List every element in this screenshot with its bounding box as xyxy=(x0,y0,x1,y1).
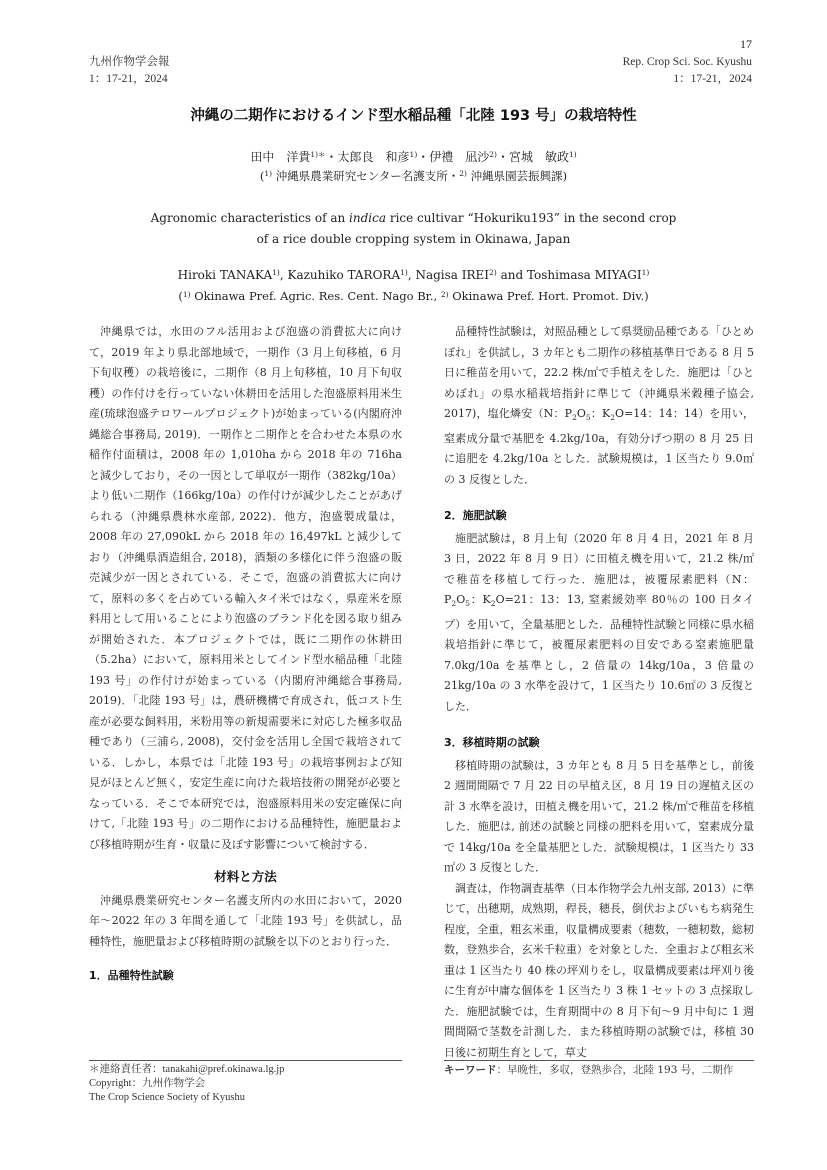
keywords-rule xyxy=(444,1060,754,1061)
journal-name-en: Rep. Crop Sci. Soc. Kyushu xyxy=(622,56,752,68)
title-en-italic: indica xyxy=(349,211,387,225)
keywords-label: キーワード xyxy=(444,1064,497,1076)
affil-sup-1: 1) xyxy=(264,169,273,178)
journal-name-jp: 九州作物学会報 xyxy=(89,56,170,68)
author-en-2: , Kazuhiko TARORA xyxy=(279,268,401,282)
author-1-sup: 1)＊ xyxy=(310,150,326,159)
journal-header-en xyxy=(623,54,752,88)
title-en-post: rice cultivar “Hokuriku193” in the second crop xyxy=(386,211,677,225)
contact-email: ＊連絡責任者：tanakahi@pref.okinawa.lg.jp xyxy=(89,1064,285,1075)
affil-part-2: 沖縄県園芸振興課) xyxy=(466,169,568,183)
affil-sup-2: 2) xyxy=(459,169,467,178)
right-column xyxy=(444,322,754,1063)
footnote-rule xyxy=(89,1060,402,1061)
journal-volume-en: 1：17-21，2024 xyxy=(673,73,752,85)
sub-2: 2 xyxy=(451,599,457,609)
affiliation-en xyxy=(0,287,827,306)
affil-en-part-2: Okinawa Pref. Hort. Promot. Div.) xyxy=(448,289,649,303)
affil-en-part-1: Okinawa Pref. Agric. Res. Cent. Nago Br., xyxy=(190,289,441,303)
intro-paragraph: 沖縄県では，水田のフル活用および泡盛の消費拡大に向けて，2019 年より県北部地域で，一期作（3 月上旬移植，6 月下旬収穫）の栽培後に，二期作（8 月上旬移植，10 月下旬収穫）の作付けを行っていない休耕田を活用した泡盛原料用米生産(琉球泡盛テロワールプロジェクト)が始まっている(内閣府沖縄総合事務局, 2019)．一期作と二期作とを合わせた本県の水稲作付面積は，2008 年の 1,010ha から 2018 年の 716ha と減少しており，その一因として単収が一期作（382kg/10a）より低い二期作（166kg/10a）の作付けが減少したことがあげられる（沖縄県農林水産部, 2022)．他方，泡盛製成量は，2008 年の 27,090kL から 2018 年の 16,497kL と減少しており（沖縄県酒造組合, 2018)，酒類の多様化に伴う泡盛の販売減少が一因とされている．そこで，泡盛の消費拡大に向けて，原料の多くを占めている輸入タイ米ではなく，県産米を原料用として用いることにより泡盛のブランド化を図る取り組みが開始された．本プロジェクトでは，既に二期作の休耕田（5.2ha）において，原料用米としてインド型水稲品種「北陸 193 号」の作付けが始まっている（内閣府沖縄総合事務局, 2019)．「北陸 193 号」は，農研機構で育成され，低コスト生産が必要な飼料用，米粉用等の新規需要米に対応した極多収品種であり（三浦ら, 2008)，交付金を活用し全国で栽培されている．しかし，本県では「北陸 193 号」の栽培事例および知見がほとんど無く，安定生産に向けた栽培技術の開発が必要となっている．そこで本研究では，泡盛原料用米の安定確保に向けて,「北陸 193 号」の二期作における品種特性，施肥量および移植時期が生育・収量に及ぼす影響について検討する． xyxy=(89,325,402,851)
methods-paragraph: 沖縄県農業研究センター名護支所内の水田において，2020 年〜2022 年の 3 年間を通して「北陸 193 号」を供試し，品種特性，施肥量および移植時期の試験を以下のとおり行った． xyxy=(89,893,402,948)
affil-open: ( xyxy=(259,169,265,183)
society-name: The Crop Science Society of Kyushu xyxy=(89,1092,246,1103)
sub-5: 5 xyxy=(585,413,591,423)
affil-part-1: 沖縄県農業研究センター名護支所・ xyxy=(272,169,460,183)
affiliation-jp xyxy=(0,167,827,185)
copyright-line: Copyright：九州作物学会 xyxy=(89,1078,206,1089)
left-column xyxy=(89,322,402,989)
author-4-sup: 1) xyxy=(568,150,577,159)
author-3: ・伊禮 凪沙 xyxy=(417,150,490,164)
sec2-text-d: O=21：13：13, 窒素緩効率 80％の 100 日タイプ）を用いて，全量基肥とした．品種特性試験と同様に県水稲栽培指針に準じて，被覆尿素肥料の目安である窒素施肥量 7.0kg/10a を基準とし，2 倍量の 14kg/10a，3 倍量の 21kg/10a の 3 水準を設けて，1 区当たり 10.6㎡の 3 反復とした． xyxy=(444,593,755,713)
sub-2: 2 xyxy=(610,413,616,423)
author-4: ・宮城 敏政 xyxy=(496,150,569,164)
journal-volume-jp: 1：17-21，2024 xyxy=(89,73,168,85)
section-3-paragraph: 移植時期の試験は，3 カ年とも 8 月 5 日を基準とし，前後 2 週間間隔で 7 月 22 日の早植え区，8 月 19 日の遅植え区の計 3 水準を設け，田植え機を用いて，21.2 株/㎡で稚苗を移植した．施肥は, 前述の試験と同様の肥料を用いて，窒素成分量で 14kg/10a を全量基肥とした．試験規模は，1 区当たり 33㎡の 3 反復とした． xyxy=(444,758,754,875)
author-3-sup: 2) xyxy=(489,150,497,159)
keywords xyxy=(444,1060,754,1077)
authors-en xyxy=(0,265,827,285)
sec1-text-b: O xyxy=(576,407,586,420)
sec1-text-c: ：K xyxy=(590,407,611,420)
section-2-heading: 2．施肥試験 xyxy=(444,509,507,523)
sec1-text-d: O=14：14：14）を用い，窒素成分量で基肥を 4.2kg/10a，有効分げつ期の 8 月 25 日に追肥を 4.2kg/10a とした．試験規模は，1 区当たり 9.0㎡の 3 反復とした． xyxy=(444,407,755,486)
author-en-3: , Nagisa IREI xyxy=(407,268,490,282)
sec2-text-b: O xyxy=(456,593,466,607)
methods-heading: 材料と方法 xyxy=(214,869,277,884)
author-2: ・太郎良 和彦 xyxy=(325,150,410,164)
sub-2: 2 xyxy=(490,599,496,609)
section-1-heading: 1．品種特性試験 xyxy=(89,969,174,982)
section-1-paragraph xyxy=(444,322,754,490)
sec2-text-a: 施肥試験は，8 月上旬（2020 年 8 月 4 日，2021 年 8 月 3 日，2022 年 8 月 9 日）に田植え機を用いて，21.2 株/㎡で稚苗を移植して行った．施肥は，被覆尿素肥料（N：P xyxy=(444,531,754,607)
sub-5: 5 xyxy=(465,599,470,609)
author-en-3-sup: 2) xyxy=(489,268,497,277)
affil-en-open: ( xyxy=(178,289,183,303)
journal-header-jp xyxy=(89,54,170,88)
affil-en-sup-1: 1) xyxy=(182,290,191,299)
author-en-1-sup: 1) xyxy=(272,268,280,277)
paper-title-jp: 沖縄の二期作におけるインド型水稲品種「北陸 193 号」の栽培特性 xyxy=(190,108,637,124)
keywords-text: ：早晩性，多収，登熟歩合，北陸 193 号，二期作 xyxy=(496,1064,734,1076)
author-en-2-sup: 1) xyxy=(400,268,408,277)
title-en-line-1 xyxy=(0,208,827,229)
survey-paragraph: 調査は，作物調査基準（日本作物学会九州支部, 2013）に準じて，出穂期，成熟期，稈長，穂長，倒伏およびいもち病発生程度，全重，粗玄米重，収量構成要素（穂数，一穂籾数，総籾数，登熟歩合，玄米千粒重）を対象とした．全重および粗玄米重は 1 区当たり 40 株の坪刈りをし，収量構成要素は坪刈り後に生育が中庸な個体を 1 区当たり 3 株 1 セットの 3 点採取した．施肥試験では，生育期間中の 8 月下旬〜9 月中旬に 1 週間間隔で茎数を計測した．また移植時期の試験では，移植 30 日後に初期生育として，草丈 xyxy=(444,881,754,1059)
title-en-line-2: of a rice double cropping system in Okinawa, Japan xyxy=(256,232,571,246)
page-number: 17 xyxy=(740,37,752,51)
authors-jp xyxy=(0,147,827,167)
title-en-pre: Agronomic characteristics of an xyxy=(150,211,350,225)
author-2-sup: 1) xyxy=(409,150,418,159)
paper-title-en xyxy=(0,208,827,250)
footnote xyxy=(89,1060,402,1105)
section-2-paragraph xyxy=(444,529,754,718)
author-en-4-sup: 1) xyxy=(641,268,650,277)
author-en-1: Hiroki TANAKA xyxy=(177,268,273,282)
affil-en-sup-2: 2) xyxy=(440,290,449,299)
sec1-text-a: 品種特性試験は，対照品種として県奨励品種である「ひとめぼれ」を供試し，3 カ年とも二期作の移植基準日である 8 月 5 日に稚苗を用いて，22.2 株/㎡で手植えをした．施肥は「ひとめぼれ」の県水稲栽培指針に準じて（沖縄県米穀種子協会, 2017)，塩化燐安（N：P xyxy=(444,325,754,420)
section-3-heading: 3．移植時期の試験 xyxy=(444,736,540,750)
author-1: 田中 洋貴 xyxy=(250,150,311,164)
sec2-text-c: ：K xyxy=(470,593,491,607)
author-en-4: and Toshimasa MIYAGI xyxy=(496,268,642,282)
sub-2: 2 xyxy=(572,413,577,423)
